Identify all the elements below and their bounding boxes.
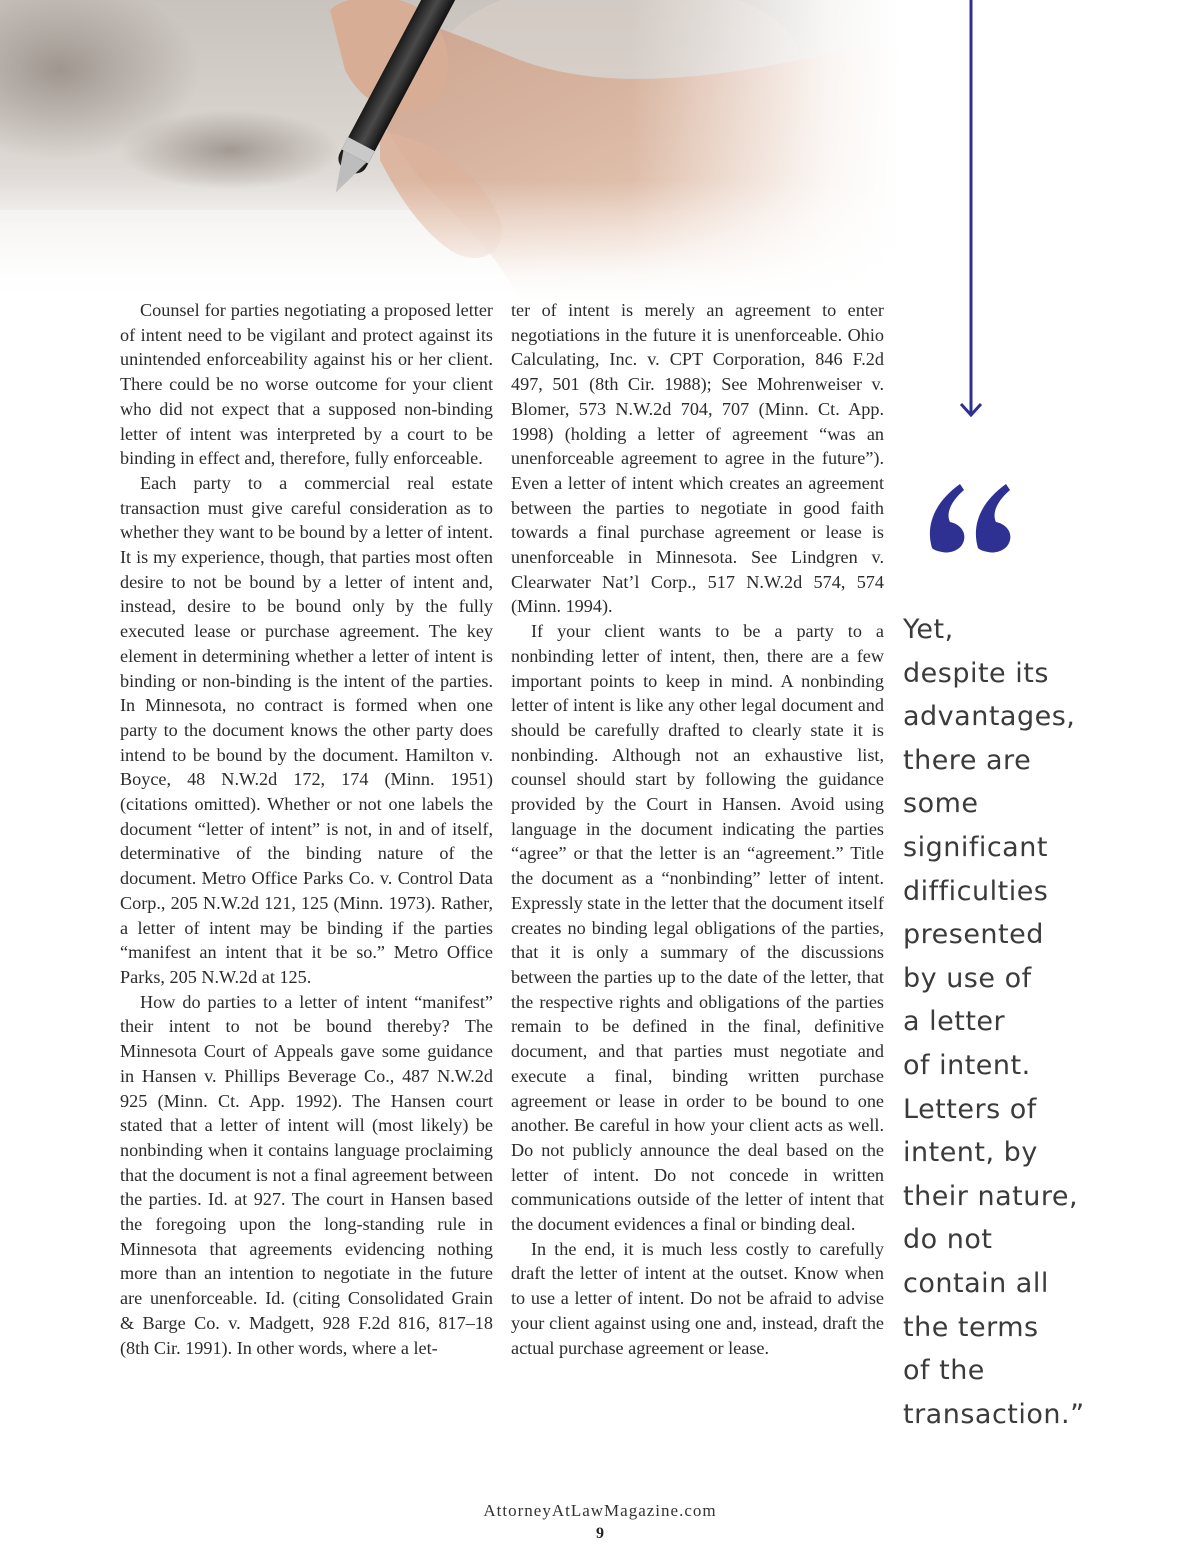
body-column-2 (511, 298, 884, 1360)
page-number: 9 (596, 1525, 604, 1542)
paragraph: In the end, it is much less costly to carefully draft the letter of intent at the outset. Know when to use a letter of intent. Do not be afraid to advise your client against using one and, instead, draft the actual purchase agreement or lease. (511, 1238, 884, 1358)
pull-quote-line: some (903, 788, 979, 820)
paragraph: Each party to a commercial real estate transaction must give careful consideration as to whether they want to be bound by a letter of intent. It is my experience, though, that parties most often desire to not be bound by a letter of intent and, instead, desire to be bound only by the fully executed lease or purchase agreement. The key element in determining whether a letter of intent is binding or non-binding is the intent of the parties. In Minnesota, no contract is formed when one party to the document knows the other party does intend to be bound by the document. Hamilton v. Boyce, 48 N.W.2d 172, 174 (Minn. 1951) (citations omitted). Whether or not one labels the document “letter of intent” is not, in and of itself, determinative of the binding nature of the document. Metro Office Parks Co. v. Control Data Corp., 205 N.W.2d 121, 125 (Minn. 1973). Rather, a letter of intent may be binding if the parties “manifest an intent that it be so.” Metro Office Parks, 205 N.W.2d at 125. (120, 472, 493, 987)
pull-quote-line: a letter (903, 1006, 1006, 1038)
footer-site-name: AttorneyAtLawMagazine.com (483, 1501, 717, 1520)
pull-quote-line: transaction.” (903, 1398, 1085, 1430)
paragraph: If your client wants to be a party to a nonbinding letter of intent, then, there are a few important points to keep in mind. A nonbinding letter of intent is like any other legal document and should be carefully drafted to clearly state it is nonbinding. Although not an exhaustive list, counsel should start by following the guidance provided by the Court in Hansen. Avoid using language in the document indicating the parties “agree” or that the letter is an “agreement.” Title the document as a “nonbinding” letter of intent. Expressly state in the letter that the document itself creates no binding legal obligations of the parties, that it is only a summary of the discussions between the parties up to the date of the letter, that the respective rights and obligations of the parties remain to be defined in the final, definitive document, and that parties must negotiate and execute a final, binding written purchase agreement or lease in order to be bound to one another. Be careful in how your client acts as well. Do not publicly announce the deal based on the letter of intent. Do not concede in written communications outside of the letter of intent that the document evidences a final or binding deal. (511, 621, 884, 1235)
down-arrow-icon (956, 0, 986, 420)
pull-quote-line: intent, by (903, 1137, 1038, 1169)
paragraph: How do parties to a letter of intent “manifest” their intent to not be bound thereby? The Minnesota Court of Appeals gave some guidance in Hansen v. Phillips Beverage Co., 487 N.W.2d 925 (Minn. Ct. App. 1992). The Hansen court stated that a letter of intent will (most likely) be nonbinding when it contains language proclaiming that the document is not a final agreement between the parties. Id. at 927. The court in Hansen based the foregoing upon the long-standing rule in Minnesota that agreements evidencing nothing more than an intention to negotiate in the future are unenforceable. Id. (citing Consolidated Grain & Barge Co. v. Madgett, 928 F.2d 816, 817–18 (8th Cir. 1991). In other words, where a let- (120, 991, 493, 1358)
pull-quote-line: of intent. (903, 1049, 1031, 1081)
paragraph: Counsel for parties negotiating a proposed letter of intent need to be vigilant and protect against its unintended enforceability against his or her client. There could be no worse outcome for your client who did not expect that a supposed non-binding letter of intent was interpreted by a court to be binding in effect and, therefore, fully enforceable. (120, 300, 493, 469)
pull-quote-line: Yet, (903, 614, 954, 645)
hero-photo (0, 0, 900, 300)
pull-quote-line: contain all (903, 1267, 1049, 1299)
pull-quote-line: the terms (903, 1311, 1039, 1343)
pull-quote-line: by use of (903, 962, 1032, 994)
pull-quote-line: Letters of (903, 1093, 1037, 1125)
pull-quote-line: there are (903, 744, 1032, 776)
pull-quote-line: their nature, (903, 1180, 1079, 1212)
body-column-1 (120, 298, 493, 1360)
open-quote-icon (926, 470, 1016, 560)
hero-fade-bottom (0, 0, 900, 300)
pull-quote-line: difficulties (903, 875, 1049, 907)
pull-quote (903, 608, 1193, 1436)
pull-quote-line: presented (903, 919, 1044, 951)
pull-quote-line: of the (903, 1355, 985, 1387)
pull-quote-line: despite its (903, 657, 1049, 689)
pull-quote-line: significant (903, 831, 1048, 863)
pull-quote-line: advantages, (903, 701, 1076, 733)
paragraph: ter of intent is merely an agreement to enter negotiations in the future it is unenforceable. Ohio Calculating, Inc. v. CPT Corporation, 846 F.2d 497, 501 (8th Cir. 1988); See Mohrenweiser v. Blomer, 573 N.W.2d 704, 707 (Minn. Ct. App. 1998) (holding a letter of agreement “was an unenforceable agreement to agree in the future”). Even a letter of intent which creates an agreement between the parties to negotiate in good faith towards a final purchase agreement or lease is unenforceable in Minnesota. See Lindgren v. Clearwater Nat’l Corp., 517 N.W.2d 574, 574 (Minn. 1994). (511, 300, 884, 617)
pull-quote-line: do not (903, 1224, 993, 1256)
